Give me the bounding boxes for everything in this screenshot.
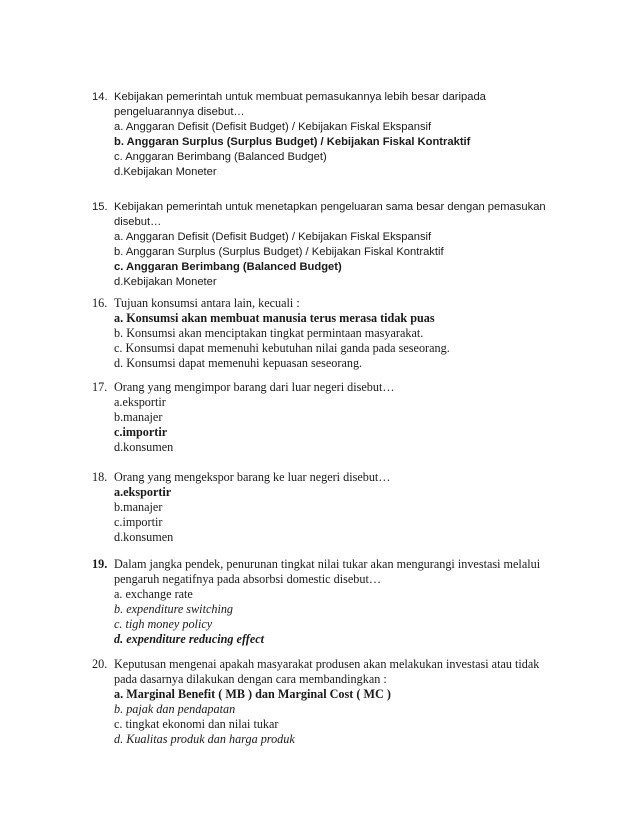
question-text: Orang yang mengimpor barang dari luar negeri disebut… <box>114 380 395 394</box>
option-a: a. exchange rate <box>114 587 193 601</box>
question-17 <box>92 380 562 455</box>
question-18 <box>92 470 562 545</box>
option-c: c.importir <box>114 515 163 529</box>
question-text: Keputusan mengenai apakah masyarakat produsen akan melakukan investasi atau tidak pada dasarnya dilakukan dengan cara membandingkan : <box>114 657 540 686</box>
question-number: 15. <box>92 201 108 213</box>
option-b: b. expenditure switching <box>114 602 234 616</box>
option-d: d.Kebijakan Moneter <box>114 276 217 288</box>
option-d: d. Konsumsi dapat memenuhi kepuasan seseorang. <box>114 356 363 370</box>
option-c: c. tigh money policy <box>114 617 213 631</box>
question-text: Kebijakan pemerintah untuk membuat pemasukannya lebih besar daripada pengeluarannya disebut… <box>114 91 486 118</box>
question-19 <box>92 557 562 647</box>
option-d-answer: d. expenditure reducing effect <box>114 632 265 646</box>
option-c: c. Anggaran Berimbang (Balanced Budget) <box>114 151 327 163</box>
option-c: c. tingkat ekonomi dan nilai tukar <box>114 717 279 731</box>
question-number: 19. <box>92 557 108 571</box>
question-text: Orang yang mengekspor barang ke luar negeri disebut… <box>114 470 391 484</box>
option-c: c. Konsumsi dapat memenuhi kebutuhan nilai ganda pada seseorang. <box>114 341 450 355</box>
option-d: d.Kebijakan Moneter <box>114 166 217 178</box>
question-number: 17. <box>92 380 108 394</box>
option-b: b. pajak dan pendapatan <box>114 702 236 716</box>
option-d: d. Kualitas produk dan harga produk <box>114 732 295 746</box>
option-d: d.konsumen <box>114 530 174 544</box>
option-b: b.manajer <box>114 410 163 424</box>
question-20 <box>92 657 562 747</box>
question-text: Tujuan konsumsi antara lain, kecuali : <box>114 296 300 310</box>
option-a: a. Anggaran Defisit (Defisit Budget) / Kebijakan Fiskal Ekspansif <box>114 121 432 133</box>
option-c-answer: c. Anggaran Berimbang (Balanced Budget) <box>114 261 342 273</box>
question-15 <box>92 200 562 290</box>
option-b: b. Anggaran Surplus (Surplus Budget) / Kebijakan Fiskal Kontraktif <box>114 246 444 258</box>
option-b-answer: b. Anggaran Surplus (Surplus Budget) / Kebijakan Fiskal Kontraktif <box>114 136 471 148</box>
option-b: b. Konsumsi akan menciptakan tingkat permintaan masyarakat. <box>114 326 424 340</box>
option-a: a. Anggaran Defisit (Defisit Budget) / Kebijakan Fiskal Ekspansif <box>114 231 432 243</box>
option-a-answer: a. Marginal Benefit ( MB ) dan Marginal Cost ( MC ) <box>114 687 391 701</box>
option-a-answer: a.eksportir <box>114 485 172 499</box>
question-number: 14. <box>92 91 108 103</box>
question-16 <box>92 296 562 371</box>
question-number: 16. <box>92 296 108 310</box>
option-c-answer: c.importir <box>114 425 168 439</box>
option-d: d.konsumen <box>114 440 174 454</box>
option-a-answer: a. Konsumsi akan membuat manusia terus merasa tidak puas <box>114 311 435 325</box>
question-text: Dalam jangka pendek, penurunan tingkat nilai tukar akan mengurangi investasi melalui pengaruh negatifnya pada absorbsi domestic disebut… <box>114 557 541 586</box>
question-number: 20. <box>92 657 108 671</box>
option-a: a.eksportir <box>114 395 166 409</box>
option-b: b.manajer <box>114 500 163 514</box>
question-14 <box>92 90 562 180</box>
question-text: Kebijakan pemerintah untuk menetapkan pengeluaran sama besar dengan pemasukan disebut… <box>114 201 546 228</box>
question-number: 18. <box>92 470 108 484</box>
